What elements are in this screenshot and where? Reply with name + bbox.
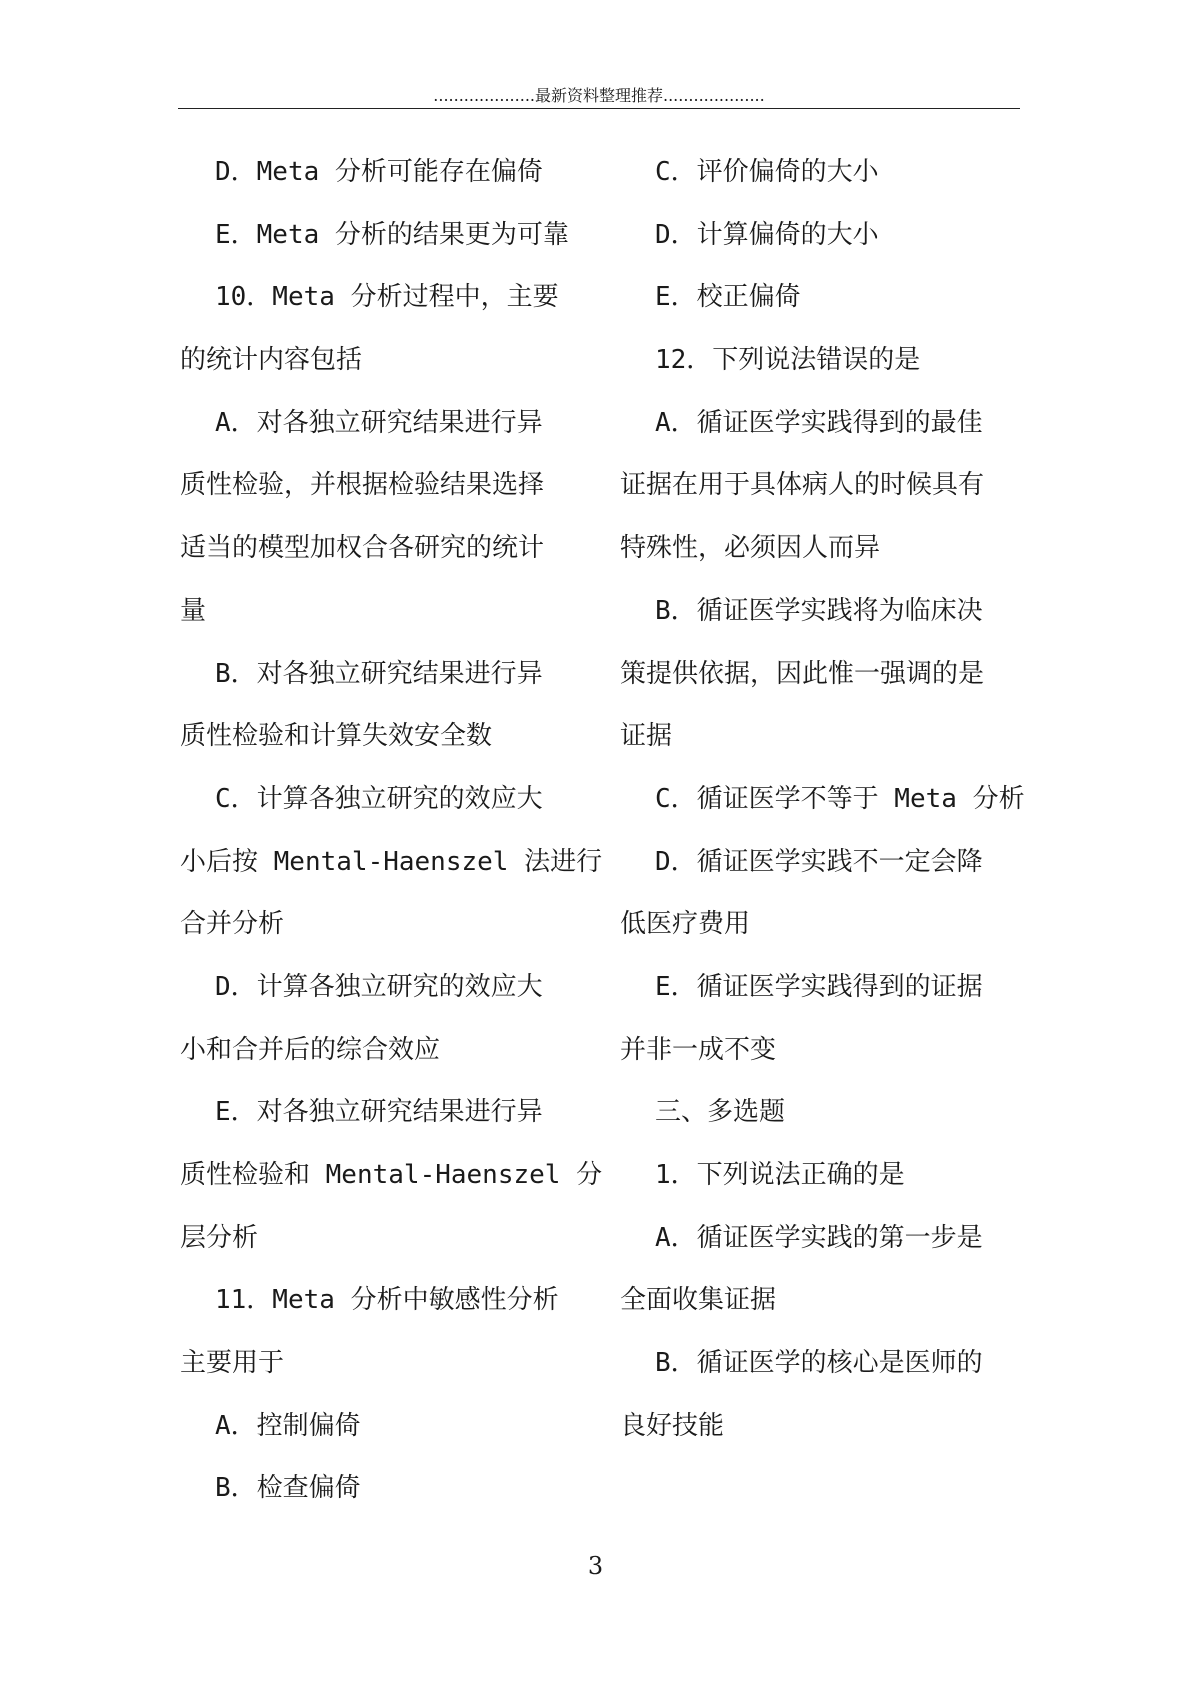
text-line: 主要用于: [180, 1348, 285, 1379]
text-line: A．控制偏倚: [215, 1410, 361, 1441]
page-header: [178, 86, 1020, 109]
text-line: 1．下列说法正确的是: [655, 1160, 905, 1190]
text-line: C．计算各独立研究的效应大: [215, 783, 543, 814]
text-line: D．计算偏倚的大小: [655, 219, 879, 250]
text-line: D．Meta 分析可能存在偏倚: [215, 157, 543, 187]
text-line: 策提供依据，因此惟一强调的是: [620, 658, 985, 689]
text-line: A．循证医学实践得到的最佳: [655, 407, 983, 438]
text-line: C．循证医学不等于 Meta 分析: [655, 783, 1025, 814]
text-line: 证据在用于具体病人的时候具有: [620, 470, 985, 501]
text-line: 小后按 Mental-Haenszel 法进行: [180, 846, 603, 877]
text-line: 12．下列说法错误的是: [655, 345, 921, 376]
right-column: [620, 143, 1025, 1459]
text-line: 三、多选题: [655, 1097, 786, 1128]
text-line: A．循证医学实践的第一步是: [655, 1222, 983, 1253]
text-line: E．循证医学实践得到的证据: [655, 971, 983, 1002]
text-line: 全面收集证据: [620, 1285, 777, 1316]
text-line: 特殊性，必须因人而异: [620, 533, 881, 564]
text-line: E．校正偏倚: [655, 282, 801, 313]
text-line: E．Meta 分析的结果更为可靠: [215, 219, 569, 250]
text-line: 良好技能: [620, 1410, 725, 1441]
text-line: 小和合并后的综合效应: [180, 1034, 441, 1065]
text-line: 层分析: [180, 1222, 259, 1253]
text-line: D．计算各独立研究的效应大: [215, 971, 543, 1002]
text-line: 并非一成不变: [620, 1034, 777, 1065]
text-line: 质性检验和计算失效安全数: [180, 721, 493, 752]
text-line: B．循证医学实践将为临床决: [655, 595, 983, 626]
text-line: D．循证医学实践不一定会降: [655, 846, 983, 877]
text-line: 合并分析: [180, 909, 285, 940]
text-line: B．对各独立研究结果进行异: [215, 658, 543, 689]
text-line: 10．Meta 分析过程中，主要: [215, 282, 559, 313]
left-column: [180, 143, 603, 1522]
text-line: 质性检验和 Mental-Haenszel 分: [180, 1160, 603, 1190]
text-line: 的统计内容包括: [180, 345, 363, 376]
header-text: ....................最新资料整理推荐....................: [433, 86, 765, 105]
page-number: 3: [587, 1552, 604, 1580]
text-line: 证据: [620, 721, 673, 752]
text-line: C．评价偏倚的大小: [655, 157, 879, 187]
text-line: 低医疗费用: [620, 909, 751, 940]
text-line: B．检查偏倚: [215, 1473, 361, 1504]
text-line: A．对各独立研究结果进行异: [215, 407, 543, 438]
text-line: B．循证医学的核心是医师的: [655, 1348, 983, 1379]
text-line: 适当的模型加权合各研究的统计: [180, 533, 545, 564]
text-line: 质性检验，并根据检验结果选择: [180, 470, 545, 501]
text-line: E．对各独立研究结果进行异: [215, 1097, 543, 1128]
text-line: 11．Meta 分析中敏感性分析: [215, 1285, 559, 1316]
text-line: 量: [180, 595, 207, 626]
